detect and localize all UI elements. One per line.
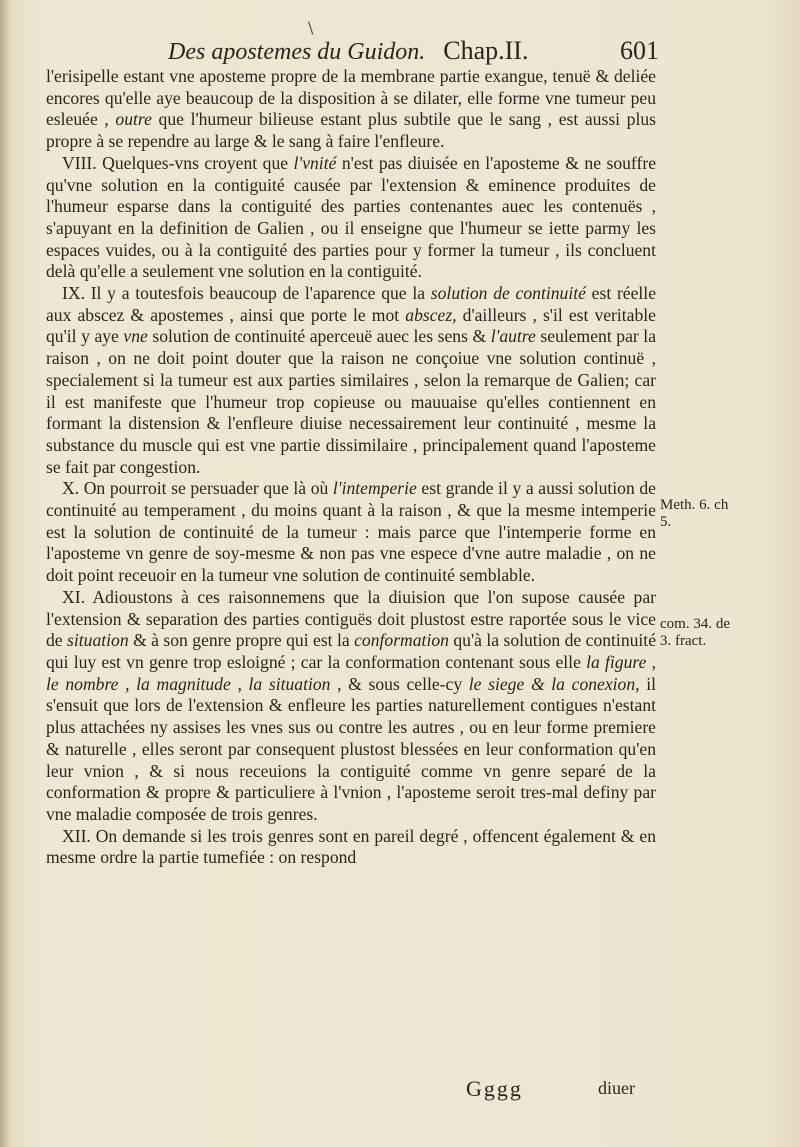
text-run: solution de continuité aperceuë auec les sens & (147, 326, 491, 347)
chapter-label: Chap.II. (443, 36, 529, 65)
text-run: XII. On demande si les trois genres sont en pareil degré , offencent également & en mesme ordre la partie tumefiée : on respond (46, 825, 656, 868)
page-footer (466, 1076, 666, 1106)
text-run: d'ailleurs , s'il est veritable qu'il y aye (46, 304, 656, 347)
text-run: IX. Il y a toutesfois beaucoup de l'aparence que la (62, 283, 431, 304)
italic-text: le siege & la conexion, (468, 673, 640, 694)
text-run: seulement par la raison , on ne doit point douter que la raison ne conçoiue vne solution continuë , specialement si la tumeur est aux parties similaires , selon la remarque de Galien; car il est manifeste que l'humeur trop copieuse ou mauuaise qu'elles contiennent en formant la distension & l'enfleure diuise necessairement leur continuité , mesme la substance du muscle qui est vne partie dissimilaire , principalement quand l'aposteme se fait par congestion. (46, 326, 657, 477)
text-run: XI. Adioustons à ces raisonnemens que la diuision que l'on supose causée par l'extension & separation des parties contiguës doit plustost estre raportée sous le vice de (46, 586, 656, 651)
italic-text: conformation (354, 630, 449, 651)
paragraph (46, 66, 656, 153)
text-run: est grande il y a aussi solution de continuité au temperament , du moins quant à la raison , & que la mesme intemperie est la solution de continuité de la tumeur : mais parce que l'intemperie forme en l'aposteme vn genre de soy-mesme & non pas vne espece d'vne autre maladie , on ne doit point receuoir en la tumeur vne solution de continuité semblable. (46, 478, 656, 586)
italic-text: la figure , le nombre , la magnitude , la situation , (46, 651, 656, 694)
italic-text: l'vnité (293, 152, 337, 173)
text-run: est réelle aux abscez & apostemes , ainsi que porte le mot (46, 283, 657, 325)
italic-text: l'intemperie (332, 478, 417, 499)
text-run: VIII. Quelques-vns croyent que (62, 152, 294, 173)
paragraph (46, 153, 656, 283)
paragraph (46, 826, 656, 869)
text-run: qu'à la solution de continuité qui luy est vn genre trop esloigné ; car la conformation contenant sous elle (46, 630, 656, 672)
text-run: n'est pas diuisée en l'aposteme & ne souffre qu'vne solution en la contiguité causée par l'extension & eminence produites de l'humeur esparse dans la contiguité des parties contenantes auec les contenuës , s'apuyant en la definition de Galien , ou il enseigne que l'humeur se iette parmy les espaces vuides, ou à la contiguité des parties pour y former la tumeur , ils concluent delà qu'elle a seulement vne solution en la contiguité. (46, 152, 656, 282)
italic-text: vne (123, 326, 148, 347)
text-run: il s'ensuit que lors de l'extension & enfleure les parties naturellement contigues n'estant plus attachées ny assises les vnes sus ou contre les autres , ou en leur forme premiere & naturelle , elles seront par consequent plustost blessées en leur conformation qu'en leur vnion , & si nous receuions la contiguité comme vn genre separé de la conformation & propre & particuliere à l'vnion , l'aposteme seroit tres-mal definy par vne maladie composée de trois genres. (46, 673, 656, 824)
text-run: & à son genre propre qui est la (128, 630, 355, 651)
page-header (168, 34, 658, 68)
catchword: diuer (598, 1078, 635, 1098)
margin-note: com. 34. de 3. fract. (660, 616, 730, 649)
italic-text: outre (115, 109, 152, 130)
italic-text: abscez, (405, 304, 457, 325)
paragraph (46, 283, 656, 478)
ink-mark: \ (308, 18, 314, 37)
italic-text: situation (67, 630, 129, 651)
paragraph (46, 478, 656, 587)
signature-mark: Gggg (466, 1076, 523, 1101)
folio-number: 601 (620, 36, 659, 65)
italic-text: solution de continuité (430, 283, 586, 304)
italic-text: l'autre (490, 326, 536, 347)
gutter-shadow (0, 0, 10, 1147)
text-run: & sous celle-cy (341, 673, 469, 694)
text-run: X. On pourroit se persuader que là où (62, 478, 333, 499)
text-run: que l'humeur bilieuse estant plus subtile que le sang , est aussi plus propre à se rependre au large & le sang à faire l'enfleure. (46, 109, 657, 152)
text-run: l'erisipelle estant vne aposteme propre de la membrane partie exangue, tenuë & deliée encores qu'elle aye beaucoup de la disposition à se dilater, elle forme vne tumeur peu esleuée , (46, 66, 656, 130)
margin-note: Meth. 6. ch 5. (660, 497, 729, 530)
running-title: Des apostemes du Guidon. (168, 39, 426, 65)
paragraph (46, 587, 656, 826)
body-text (46, 66, 656, 869)
